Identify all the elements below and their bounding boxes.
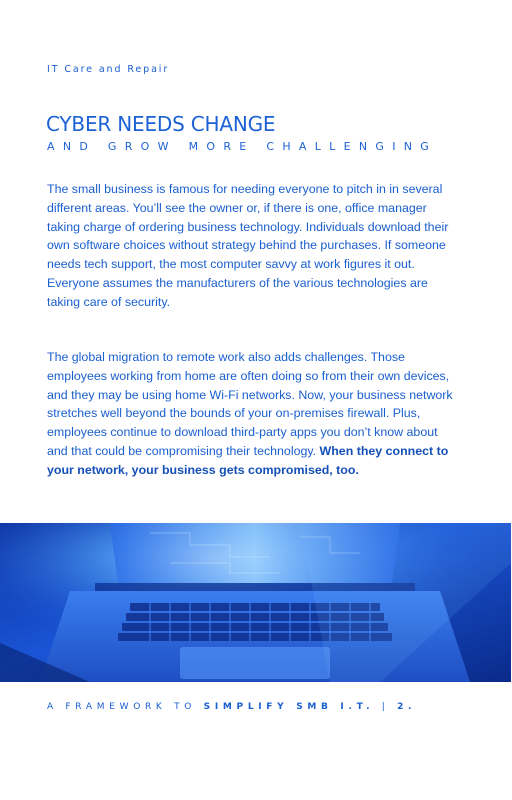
section-subtitle: AND GROW MORE CHALLENGING xyxy=(47,140,438,153)
page-number: 2. xyxy=(397,702,417,712)
laptop-keyboard-image xyxy=(0,523,511,682)
footer-separator: | xyxy=(381,702,390,712)
laptop-illustration xyxy=(0,523,511,682)
header-kicker: IT Care and Repair xyxy=(47,64,170,75)
body-paragraph-1: The small business is famous for needing everyone to pitch in in several different areas. You’ll see the owner or, if there is one, office manager taking charge of ordering business technology. Individuals download their own software choices without strategy behind the purchases. If someone needs tech support, the most computer savvy at work figures it out. Everyone assumes the manufacturers of the various technologies are taking care of security. xyxy=(47,182,449,309)
footer-bold: SIMPLIFY SMB I.T. xyxy=(203,702,375,712)
footer-lead: A FRAMEWORK TO xyxy=(47,702,197,712)
section-title: CYBER NEEDS CHANGE xyxy=(46,112,276,136)
page-footer xyxy=(47,702,416,712)
body-paragraph-2-text: The global migration to remote work also adds challenges. Those employees working from home are often doing so from their own devices, and they may be using home Wi-Fi networks. Now, your business network stretches well beyond the bounds of your on-premises firewall. Plus, employees continue to download third-party apps you don’t know about and that could be compromising their technology. xyxy=(47,350,453,458)
body-paragraph-2 xyxy=(47,348,461,480)
body-paragraph-2-emphasis: When they connect to your network, your business gets compromised, too. xyxy=(47,443,449,477)
